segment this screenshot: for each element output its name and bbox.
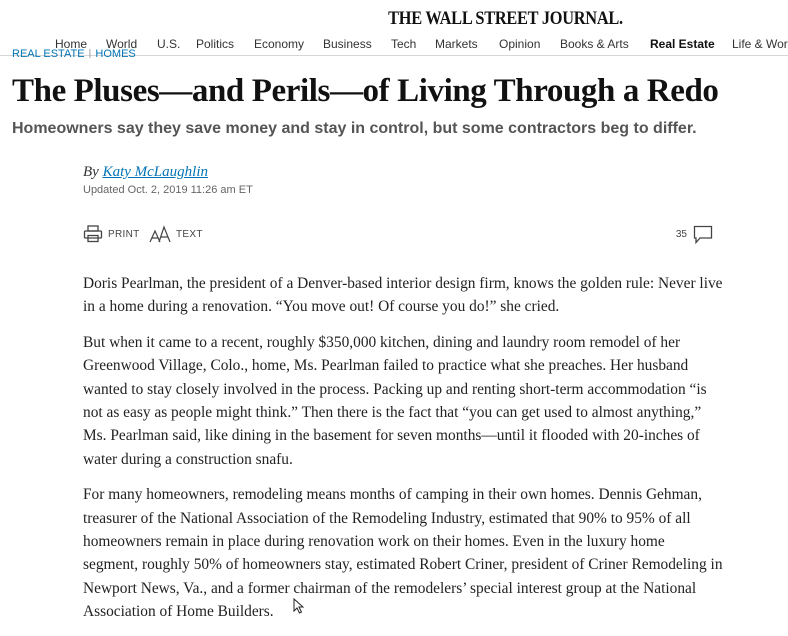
print-label: PRINT	[108, 228, 140, 240]
kicker-section-link[interactable]: REAL ESTATE	[12, 49, 85, 58]
nav-item-tech[interactable]: Tech	[391, 37, 417, 51]
nav-item-us[interactable]: U.S.	[157, 37, 181, 51]
nav-item-home[interactable]: Home	[55, 37, 88, 51]
nav-item-economy[interactable]: Economy	[254, 37, 305, 51]
nav-item-world[interactable]: World	[106, 37, 138, 51]
nav-item-opinion[interactable]: Opinion	[499, 37, 541, 51]
text-size-button[interactable]	[149, 225, 203, 243]
article-dek: Homeowners say they save money and stay in control, but some contractors beg to differ.	[12, 120, 697, 137]
nav-item-markets[interactable]: Markets	[435, 37, 478, 51]
masthead[interactable]	[0, 8, 788, 30]
article-tools	[83, 225, 713, 247]
comment-bubble-icon	[693, 225, 713, 244]
kicker-separator: |	[88, 49, 92, 58]
article-timestamp: Updated Oct. 2, 2019 11:26 am ET	[83, 184, 253, 196]
author-link[interactable]: Katy McLaughlin	[102, 164, 208, 180]
kicker-subsection-link[interactable]: HOMES	[95, 49, 136, 58]
article-paragraph: Doris Pearlman, the president of a Denver-based interior design firm, knows the golden rule: Never live in a home during a renovation. “You move out! Of course you do!” she cried.	[83, 275, 723, 316]
article-body	[83, 272, 723, 636]
article-headline: The Pluses—and Perils—of Living Through a Redo	[12, 73, 719, 109]
print-icon	[83, 225, 103, 243]
nav-item-politics[interactable]: Politics	[196, 37, 235, 51]
nav-item-life-work[interactable]: Life & Wor	[732, 37, 788, 51]
comments-button[interactable]	[676, 225, 713, 244]
nav-item-business[interactable]: Business	[323, 37, 372, 51]
text-size-label: TEXT	[176, 228, 203, 240]
byline-prefix: By	[83, 164, 103, 180]
nav-item-books-arts[interactable]: Books & Arts	[560, 37, 629, 51]
print-button[interactable]	[83, 225, 140, 243]
byline	[83, 164, 208, 181]
nav-item-real-estate[interactable]: Real Estate	[650, 37, 715, 51]
mouse-cursor-icon	[293, 598, 304, 614]
masthead-logo[interactable]: THE WALL STREET JOURNAL.	[387, 8, 623, 29]
text-size-icon	[149, 225, 171, 243]
comment-count: 35	[675, 229, 687, 240]
article-paragraph: But when it came to a recent, roughly $350,000 kitchen, dining and laundry room remodel of her Greenwood Village, Colo., home, Ms. Pearlman failed to practice what she preaches. Her husband wanted to stay closely involved in the process. Packing up and renting short-term accommodation “is not as easy as people might think.” Then there is the fact that “you can get used to almost anything,” Ms. Pearlman said, like dining in the basement for seven months—until it flooded with 20-inches of water during a construction snafu.	[83, 333, 707, 468]
article-kicker	[12, 49, 136, 58]
article-paragraph: For many homeowners, remodeling means months of camping in their own homes. Dennis Gehman, treasurer of the National Association of the Remodeling Industry, estimated that 90% to 95% of all homeowners remain in place during renovation work on their homes. Even in the luxury home segment, roughly 50% of homeowners stay, estimated Robert Criner, president of Criner Remodeling in Newport News, Va., and a former chairman of the remodelers’ special interest group at the National Association of Home Builders.	[83, 486, 723, 621]
